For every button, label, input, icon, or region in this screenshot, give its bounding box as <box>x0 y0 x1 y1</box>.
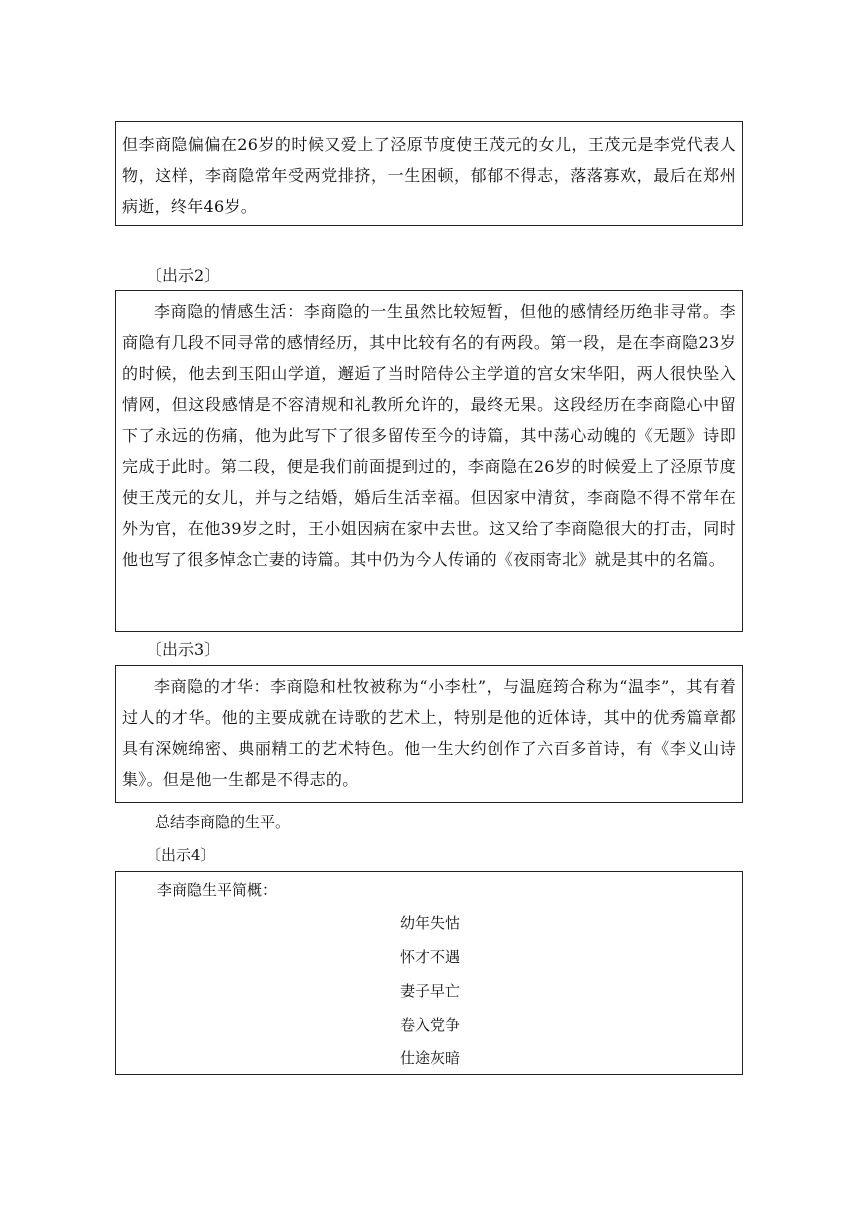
summary-line: 怀才不遇 <box>399 948 460 966</box>
summary-heading: 李商隐生平简概： <box>157 881 278 899</box>
excerpt-text-3: 李商隐的才华：李商隐和杜牧被称为“小李杜”，与温庭筠合称为“温李”，其有着过人的才华。他的主要成就在诗歌的艺术上，特别是他的近体诗，其中的优秀篇章都具有深婉绵密、典丽精工的艺术特色。他一生大约创作了六百多首诗，有《李义山诗集》。但是他一生都是不得志的。 <box>122 677 736 789</box>
summary-line: 妻子早亡 <box>399 982 460 1000</box>
label-show-3: 〔出示3〕 <box>146 640 221 659</box>
summary-line: 仕途灰暗 <box>399 1049 460 1067</box>
label-show-4: 〔出示4〕 <box>146 846 216 864</box>
summary-line: 卷入党争 <box>399 1016 460 1034</box>
summary-text: 总结李商隐的生平。 <box>155 813 291 831</box>
excerpt-text-1: 但李商隐偏偏在26岁的时候又爱上了泾原节度使王茂元的女儿，王茂元是李党代表人物，这样，李商隐常年受两党排挤，一生困顿，郁郁不得志，落落寡欢，最后在郑州病逝，终年46岁。 <box>122 135 736 216</box>
label-show-2: 〔出示2〕 <box>146 266 221 285</box>
excerpt-text-2: 李商隐的情感生活：李商隐的一生虽然比较短暂，但他的感情经历绝非寻常。李商隐有几段不同寻常的感情经历，其中比较有名的有两段。第一段，是在李商隐23岁的时候，他去到玉阳山学道，邂逅了当时陪侍公主学道的宫女宋华阳，两人很快坠入情网，但这段感情是不容清规和礼教所允许的，最终无果。这段经历在李商隐心中留下了永远的伤痛，他为此写下了很多留传至今的诗篇，其中荡心动魄的《无题》诗即完成于此时。第二段，便是我们前面提到过的，李商隐在26岁的时候爱上了泾原节度使王茂元的女儿，并与之结婚，婚后生活幸福。但因家中清贫，李商隐不得不常年在外为官，在他39岁之时，王小姐因病在家中去世。这又给了李商隐很大的打击，同时他也写了很多悼念亡妻的诗篇。其中仍为今人传诵的《夜雨寄北》就是其中的名篇。 <box>122 302 736 569</box>
summary-line: 幼年失怙 <box>399 914 460 932</box>
